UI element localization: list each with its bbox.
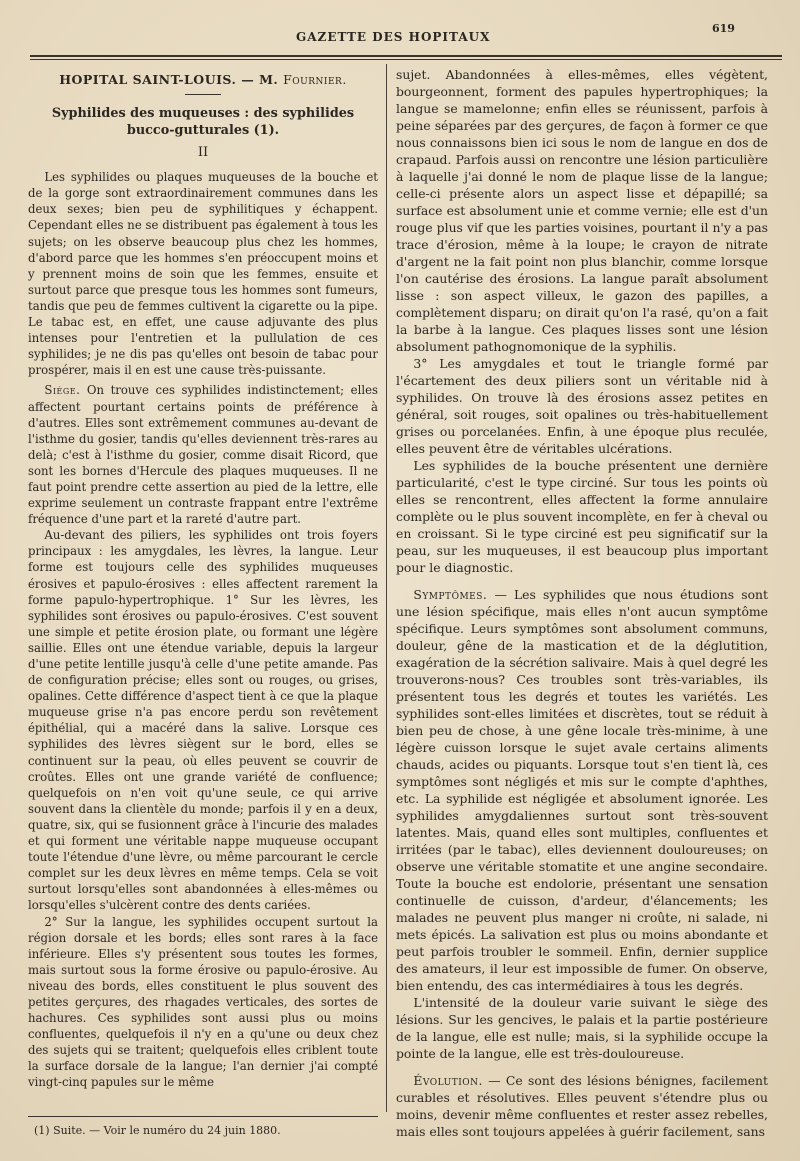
page-header <box>0 0 800 60</box>
paragraph: Les syphilides ou plaques muqueuses de la bouche et de la gorge sont extraordinairement communes dans les deux sexes; bien peu de syphilitiques y échappent. Cependant elles ne se distribuent pas également à tous les sujets; on les observe beaucoup plus chez les hommes, d'abord parce que les hommes s'en préoccupent moins et y prennent moins de soin que les femmes, ensuite et surtout parce que presque tous les hommes sont fumeurs, tandis que peu de femmes cultivent la cigarette ou la pipe. Le tabac est, en effet, une cause adjuvante des plus intenses pour l'entretien et la pullulation de ces syphilides; je ne dis pas qu'elles ont besoin de tabac pour prospérer, mais il en est une cause très-puissante. <box>28 170 378 378</box>
paragraph: L'intensité de la douleur varie suivant le siège des lésions. Sur les gencives, le palais et la partie postérieure de la langue, elle est nulle; mais, si la syphilide occupe la pointe de la langue, elle est très-douloureuse. <box>396 995 768 1061</box>
paragraph: 3° Les amygdales et tout le triangle formé par l'écartement des deux piliers sont un véritable nid à syphilides. On trouve là des érosions assez petites en général, soit rouges, soit opalines ou très-habituellement grises ou porcelanées. Enfin, à une époque plus reculée, elles peuvent être de véritables ulcérations. <box>396 356 768 456</box>
hospital-line <box>28 72 378 88</box>
hospital-name: HOPITAL SAINT-LOUIS. — M. <box>59 72 279 87</box>
page-number: 619 <box>712 22 735 35</box>
section-number: II <box>197 145 209 161</box>
paragraph: Les syphilides de la bouche présentent une dernière particularité, c'est le type circiné. Sur tous les points où elles se rencontrent, elles affectent la forme annulaire complète ou le plus souvent incomplète, en fer à cheval ou en croissant. Si le type circiné est peu significatif sur la peau, sur les muqueuses, il est beaucoup plus important pour le diagnostic. <box>396 458 768 575</box>
running-title: GAZETTE DES HOPITAUX <box>296 30 491 44</box>
paragraph-lead: Symptômes. <box>413 587 488 602</box>
paragraph-lead: Siége. <box>44 383 81 398</box>
paragraph-siege <box>28 382 378 527</box>
paragraph-body: On trouve ces syphilides indistinctement; elles affectent pourtant certains points de préférence à d'autres. Elles sont extrêmement communes au-devant de l'isthme du gosier, tandis qu'elles deviennent très-rares au delà; c'est à l'isthme du gosier, comme disait Ricord, que sont les bornes d'Hercule des plaques muqueuses. Il ne faut point prendre cette assertion au pied de la lettre, elle exprime seulement un contraste frappant entre l'extrême fréquence d'une part et la rareté d'autre part. <box>28 383 378 527</box>
paragraph-lead: Évolution. <box>413 1073 483 1088</box>
paragraph-body: — Ce sont des lésions bénignes, facilement curables et résolutives. Elles peuvent s'étendre plus ou moins, devenir même confluentes et rester assez rebelles, mais elles sont toujours appelées à guérir facilement, sans <box>396 1073 768 1139</box>
header-rule-thin <box>30 59 782 60</box>
paragraph: 2° Sur la langue, les syphilides occupent surtout la région dorsale et les bords; elles sont rares à la face inférieure. Elles s'y présentent sous toutes les formes, mais surtout sous la forme érosive ou papulo-érosive. Au niveau des bords, elles constituent le plus souvent des petites gerçures, des rhagades verticales, des sortes de hachures. Ces syphilides sont aussi plus ou moins confluentes, quelquefois il n'y en a qu'une ou deux chez des sujets qui se traitent; quelquefois elles criblent toute la surface dorsale de la langue; l'an dernier j'ai compté vingt-cinq papules sur le même <box>28 914 378 1090</box>
left-column <box>28 66 378 1091</box>
paragraph: Au-devant des piliers, les syphilides ont trois foyers principaux : les amygdales, les lèvres, la langue. Leur forme est toujours celle des syphilides muqueuses érosives et papulo-érosives : elles affectent rarement la forme papulo-hypertrophique. 1° Sur les lèvres, les syphilides sont érosives ou papulo-érosives. C'est souvent une simple et petite érosion plate, ou formant une légère saillie. Elles ont une étendue variable, depuis la largeur d'une petite lentille jusqu'à celle d'une petite amande. Pas de configuration précise; elles sont ou rouges, ou grises, opalines. Cette différence d'aspect tient à ce que la plaque muqueuse grise n'a pas encore perdu son revêtement épithélial, qui a macéré dans la salive. Lorsque ces syphilides des lèvres siègent sur le bord, elles se continuent sur la peau, où elles peuvent se couvrir de croûtes. Elles ont une grande variété de confluence; quelquefois on n'en voit qu'une seule, ce qui arrive souvent dans la clientèle du monde; parfois il y en a deux, quatre, six, qui se fusionnent grâce à l'incurie des malades et qui forment une véritable nappe muqueuse occupant toute l'étendue d'une lèvre, ou même parcourant le cercle complet sur les deux lèvres en même temps. Cela se voit surtout lorsqu'elles sont abandonnées à elles-mêmes ou lorsqu'elles s'ulcèrent contre des dents cariées. <box>28 528 378 913</box>
paragraph: sujet. Abandonnées à elles-mêmes, elles végètent, bourgeonnent, forment des papules hypertrophiques; la langue se mamelonne; enfin elles se réunissent, parfois à peine séparées par des gerçures, de façon à former ce que nous connaissons bien ici sous le nom de langue en dos de crapaud. Parfois aussi on rencontre une lésion particulière à laquelle j'ai donné le nom de plaque lisse de la langue; celle-ci présente alors un aspect lisse et dépapillé; sa surface est absolument unie et comme vernie; elle est d'un rouge plus vif que les parties voisines, pourtant il n'y a pas trace d'érosion, même à la loupe; le crayon de nitrate d'argent ne la fait point non plus blanchir, comme lorsque l'on cautérise des érosions. La langue paraît absolument lisse : son aspect villeux, le gazon des papilles, a complètement disparu; on dirait qu'on l'a rasé, qu'on a fait la barbe à la langue. Ces plaques lisses sont une lésion absolument pathognomonique de la syphilis. <box>396 67 768 354</box>
right-column <box>396 66 768 1140</box>
doctor-name: Fournier. <box>283 72 347 87</box>
paragraph-symptomes <box>396 586 768 994</box>
column-divider <box>386 64 387 1112</box>
paragraph-body: — Les syphilides que nous étudions sont une lésion spécifique, mais elles n'ont aucun symptôme spécifique. Leurs symptômes sont absolument communs, douleur, gêne de la mastication et de la déglutition, exagération de la sécrétion salivaire. Mais à quel degré les trouverons-nous? Ces troubles sont très-variables, ils présentent tous les degrés et toutes les variétés. Les syphilides sont-elles limitées et discrètes, tout se réduit à bien peu de chose, à une gêne locale très-minime, à une légère cuisson lorsque le sujet avale certains aliments chauds, acides ou piquants. Lorsque tout s'en tient là, ces symptômes sont négligés et mis sur le compte d'aphthes, etc. La syphilide est négligée et absolument ignorée. Les syphilides amygdaliennes surtout sont très-souvent latentes. Mais, quand elles sont multiples, confluentes et irritées (par le tabac), elles deviennent douloureuses; on observe une véritable stomatite et une angine secondaire. Toute la bouche est endolorie, présentant une sensation continuelle de cuisson, d'ardeur, d'élancements; les malades ne peuvent plus manger ni croûte, ni salade, ni mets épicés. La salivation est plus ou moins abondante et peut parfois troubler le sommeil. Enfin, dernier supplice des amateurs, il leur est impossible de fumer. On observe, bien entendu, des cas intermédiaires à tous les degrés. <box>396 587 768 993</box>
title-rule <box>185 94 221 95</box>
footnote-rule <box>28 1116 378 1117</box>
footnote: (1) Suite. — Voir le numéro du 24 juin 1880. <box>34 1124 281 1137</box>
paragraph-evolution <box>396 1072 768 1140</box>
header-rule <box>30 55 782 57</box>
article-title: Syphilides des muqueuses : des syphilides bucco-gutturales (1). <box>51 106 355 139</box>
